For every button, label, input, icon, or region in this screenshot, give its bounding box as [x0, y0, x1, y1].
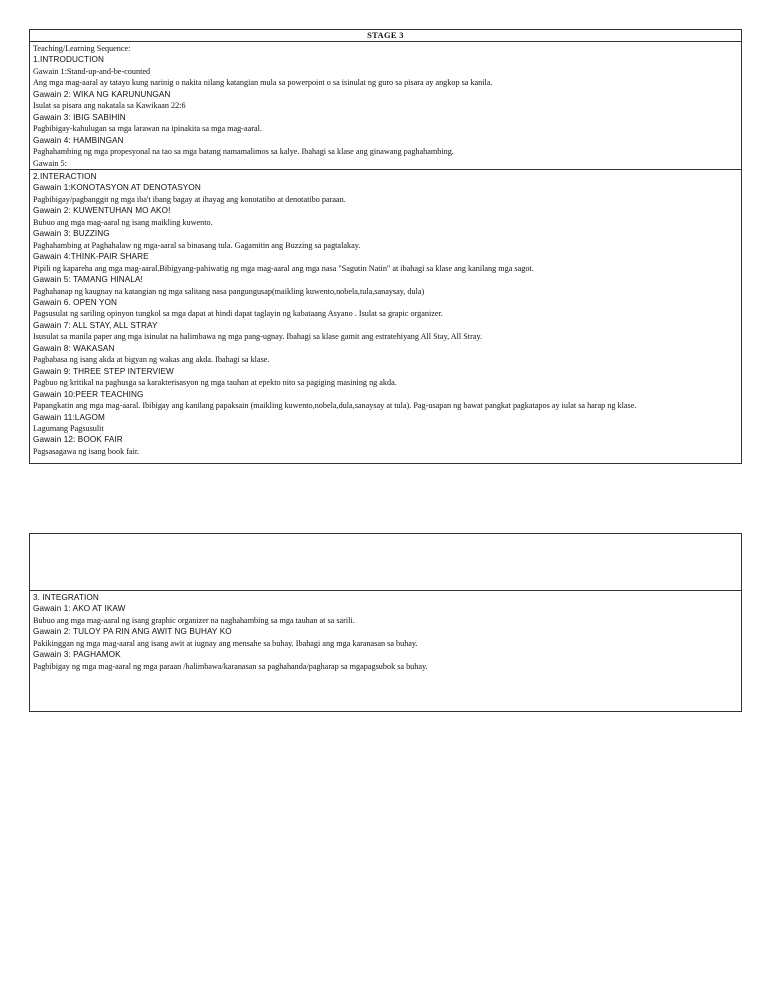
activity-text: Pagbibigay-kahulugan sa mga larawan na ipinakita sa mga mag-aaral.: [33, 124, 262, 134]
activity-heading: Gawain 2: WIKA NG KARUNUNGAN: [33, 89, 171, 99]
empty-cell: [30, 534, 741, 591]
activity-heading: Gawain 1: AKO AT IKAW: [33, 604, 126, 614]
activity-heading: Gawain 12: BOOK FAIR: [33, 435, 123, 445]
activity-heading: Gawain 8: WAKASAN: [33, 343, 115, 353]
activity-text: Paghahanap ng kaugnay na katangian ng mga salitang nasa pangungusap(maikling kuwento,nobela,tula,sanaysay, dula): [33, 286, 425, 296]
activity-heading: Gawain 7: ALL STAY, ALL STRAY: [33, 320, 158, 330]
activity-text: Pagsasagawa ng isang book fair.: [33, 446, 140, 456]
activity-text: Gawain 5:: [33, 158, 67, 168]
activity-text: Teaching/Learning Sequence:: [33, 44, 131, 53]
activity-heading: Gawain 9: THREE STEP INTERVIEW: [33, 366, 174, 376]
activity-text: Ang mga mag-aaral ay tatayo kung narinig o nakita nilang katangian mula sa powerpoint o sa isinulat ng guro sa pisara ay angkop sa kanila.: [33, 78, 493, 88]
activity-text: Bubuo ang mga mag-aaral ng isang maikling kuwento.: [33, 217, 213, 227]
stage-title: STAGE 3: [30, 30, 741, 42]
integration-table: [29, 533, 742, 712]
activity-text: Pagbuo ng kritikal na paghusga sa karakterisasyon ng mga tauhan at epekto nito sa pagiging masining ng akda.: [33, 378, 397, 388]
activity-heading: 3. INTEGRATION: [33, 593, 99, 602]
activity-text: Paghahambing ng mga propesyonal na tao sa mga batang namamalimos sa kalye. Ibahagi sa klase ang ginawang paghahambing.: [33, 147, 454, 157]
activity-text: Pagsusulat ng sariling opinyon tungkol sa mga dapat at hindi dapat taglayin ng kabataang Asyano . Isulat sa grapic organizer.: [33, 309, 443, 319]
activity-heading: Gawain 3: PAGHAMOK: [33, 650, 121, 660]
activity-heading: 1.INTRODUCTION: [33, 55, 104, 65]
interaction-section: [30, 169, 741, 457]
activity-heading: Gawain 6. OPEN YON: [33, 297, 118, 307]
activity-heading: Gawain 11:LAGOM: [33, 412, 105, 422]
activity-heading: Gawain 3: BUZZING: [33, 229, 110, 239]
integration-section: [30, 591, 741, 672]
activity-text: Paghahambing at Paghahalaw ng mga-aaral sa binasang tula. Gagamitin ang Buzzing sa pagtalakay.: [33, 240, 361, 250]
activity-text: Pagbibigay ng mga mag-aaral ng mga paraan /halimbawa/karanasan sa paghahanda/pagharap sa mgapagsubok sa buhay.: [33, 661, 428, 671]
activity-heading: Gawain 4: HAMBINGAN: [33, 135, 124, 145]
activity-text: Isusulat sa manila paper ang mga isinulat na halimbawa ng mga pang-ugnay. Ibahagi sa klase gamit ang estratehiyang All Stay, All Stray.: [33, 332, 483, 342]
activity-heading: Gawain 4:THINK-PAIR SHARE: [33, 252, 149, 262]
introduction-section: [30, 42, 741, 169]
activity-text: Bubuo ang mga mag-aaral ng isang graphic organizer na naghahambing sa mga tauhan at sa sarili.: [33, 615, 355, 625]
activity-text: Isulat sa pisara ang nakatala sa Kawikaan 22:6: [33, 101, 186, 111]
activity-text: Pagbabasa ng isang akda at bigyan ng wakas ang akda. Ibahagi sa klase.: [33, 355, 270, 365]
activity-text: Pakikinggan ng mga mag-aaral ang isang awit at iugnay ang mensahe sa buhay. Ibahagi ang mga karanasan sa buhay.: [33, 638, 418, 648]
activity-heading: Gawain 10:PEER TEACHING: [33, 389, 144, 399]
activity-heading: Gawain 2: TULOY PA RIN ANG AWIT NG BUHAY KO: [33, 627, 232, 637]
activity-heading: Gawain 3: IBIG SABIHIN: [33, 112, 126, 122]
activity-text: Lagumang Pagsusulit: [33, 423, 104, 433]
activity-text: Pipili ng kapareha ang mga mag-aaral.Bibigyang-pahiwatig ng mga mag-aaral ang mga nasa "Sagutin Natin" at ibahagi sa klase ang kanilang mga sagot.: [33, 263, 534, 273]
lesson-sequence-table: [29, 29, 742, 464]
activity-heading: Gawain 5: TAMANG HINALA!: [33, 275, 143, 285]
activity-heading: Gawain 2: KUWENTUHAN MO AKO!: [33, 206, 171, 216]
activity-text: Gawain 1:Stand-up-and-be-counted: [33, 66, 151, 76]
activity-text: Papangkatin ang mga mag-aaral. Ibibigay ang kanilang papaksain (maikling kuwento,nobela,dula,sanaysay at tula). Pag-usapan ng bawat pangkat pagkatapos ay iulat sa harap ng klase.: [33, 401, 637, 411]
activity-heading: 2.INTERACTION: [33, 171, 97, 181]
activity-heading: Gawain 1:KONOTASYON AT DENOTASYON: [33, 183, 201, 193]
activity-text: Pagbibigay/pagbanggit ng mga iba't ibang bagay at ihayag ang konotatibo at denotatibo paraan.: [33, 194, 346, 204]
